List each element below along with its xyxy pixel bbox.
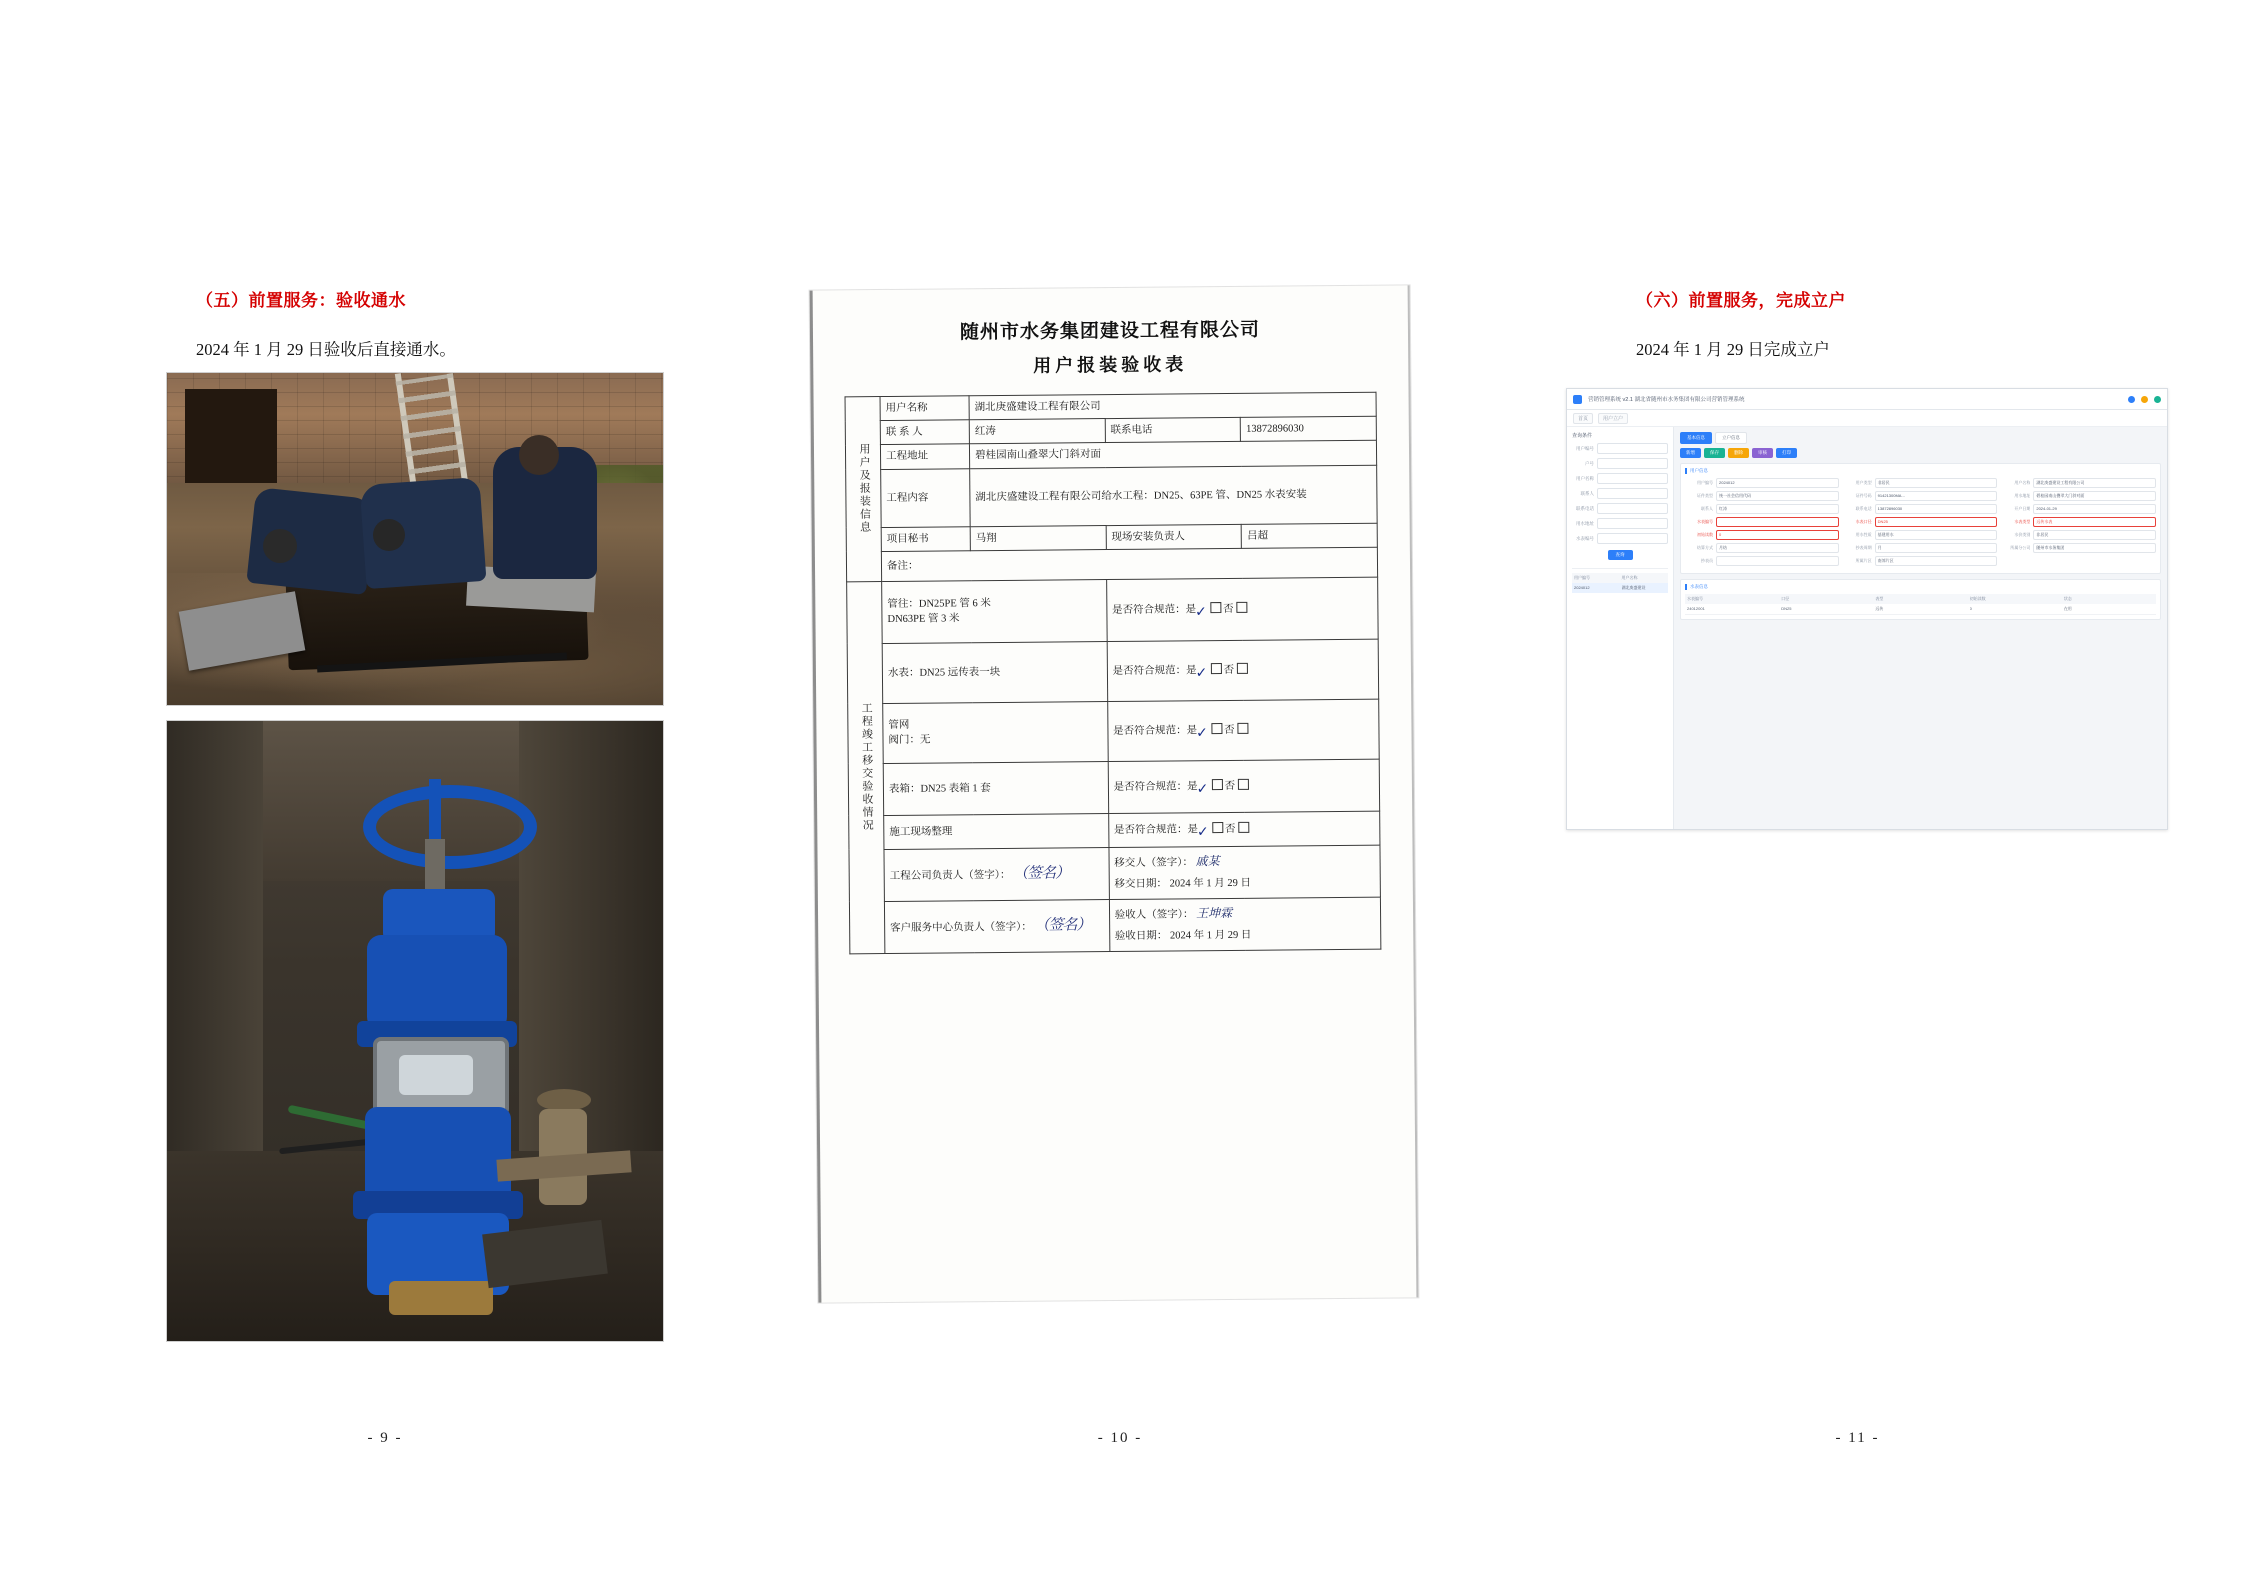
page-11 bbox=[1470, 0, 2245, 1587]
acceptor-date: 2024 年 1 月 29 日 bbox=[1169, 930, 1252, 942]
table-row bbox=[848, 699, 1380, 764]
search-input-address[interactable] bbox=[1597, 518, 1668, 529]
field-id-type bbox=[1685, 491, 1839, 501]
acceptor-label: 验收人（签字）： bbox=[1114, 909, 1194, 922]
handover-cell bbox=[1109, 845, 1381, 899]
row-value-content: 湖北庆盛建设工程有限公司给水工程：DN25、63PE 管、DN25 水表安装 bbox=[970, 465, 1377, 527]
acceptance-no-label-pipe: 否 bbox=[1223, 603, 1234, 615]
checkbox-yes[interactable] bbox=[1212, 822, 1223, 833]
checkbox-yes[interactable] bbox=[1211, 723, 1222, 734]
page-number-9: - 9 - bbox=[367, 1430, 403, 1446]
field-contact bbox=[1685, 504, 1839, 514]
search-result-user-name: 湖北庚盛建设 bbox=[1621, 585, 1646, 590]
audit-button[interactable]: 审核 bbox=[1752, 448, 1773, 458]
search-field-meter-no bbox=[1572, 533, 1668, 544]
save-button[interactable]: 保存 bbox=[1704, 448, 1725, 458]
search-results-col-user-name: 用户名称 bbox=[1621, 575, 1638, 580]
acceptance-question-pipe: 是否符合规范：是 bbox=[1112, 604, 1197, 616]
field-meter-no bbox=[1685, 517, 1839, 527]
print-button[interactable]: 打印 bbox=[1776, 448, 1797, 458]
field-branch bbox=[2002, 543, 2156, 553]
app-window-title: 营销管理系统 v2.1 湖北省随州市水务集团有限公司营销管理系统 bbox=[1588, 397, 1745, 403]
breadcrumb-item-open-account[interactable]: 用户立户 bbox=[1598, 413, 1628, 424]
tab-basic-info[interactable]: 基本信息 bbox=[1680, 432, 1712, 444]
acceptor-date-label: 验收日期： bbox=[1114, 930, 1168, 943]
acceptance-question-box: 是否符合规范：是 bbox=[1113, 781, 1198, 793]
signature-service-center-value: （签名） bbox=[1034, 916, 1091, 934]
acceptance-no-label-box: 否 bbox=[1224, 780, 1236, 792]
field-value-reading-cycle[interactable]: 月 bbox=[1875, 543, 1998, 553]
field-water-usage bbox=[1844, 530, 1998, 540]
acceptance-item-valve: 管网 阀门：无 bbox=[883, 701, 1108, 763]
table-row bbox=[848, 759, 1379, 816]
user-info-card-title: 用户信息 bbox=[1685, 468, 2156, 474]
page-number-11: - 11 - bbox=[1835, 1430, 1880, 1446]
acceptance-check-meter bbox=[1107, 639, 1379, 701]
acceptance-no-label-site: 否 bbox=[1224, 823, 1236, 835]
section-title-6: （六）前置服务，完成立户 bbox=[1636, 291, 1846, 310]
row-label-secretary: 项目秘书 bbox=[881, 526, 970, 551]
field-label-user-no: 用户编号 bbox=[1697, 480, 1713, 485]
photo-valve-body-middle bbox=[365, 1107, 511, 1203]
acceptance-no-label-valve: 否 bbox=[1224, 724, 1235, 736]
side-label-acceptance: 工程竣工移交验收情况 bbox=[847, 581, 885, 953]
user-info-card bbox=[1680, 463, 2161, 574]
meter-cell-type: 远传 bbox=[1875, 606, 1884, 611]
checkbox-no[interactable] bbox=[1238, 822, 1249, 833]
meter-col-status: 状态 bbox=[2063, 596, 2072, 601]
field-value-contact[interactable]: 红涛 bbox=[1716, 504, 1839, 514]
detail-tabs bbox=[1680, 432, 2161, 444]
field-label-meter-type: 水表类型 bbox=[2014, 519, 2031, 524]
field-value-district[interactable]: 南郊片区 bbox=[1875, 556, 1998, 566]
row-label-content: 工程内容 bbox=[881, 468, 971, 527]
search-input-contact[interactable] bbox=[1597, 488, 1668, 499]
field-value-id-number[interactable]: 91421300MA... bbox=[1875, 491, 1998, 501]
form-row bbox=[1685, 504, 2156, 514]
signature-service-center-label: 客户服务中心负责人（签字）： bbox=[890, 921, 1032, 934]
field-value-initial-reading[interactable]: 0 bbox=[1716, 530, 1839, 540]
meter-col-size: 口径 bbox=[1781, 596, 1790, 601]
photo-water-meter-dial bbox=[399, 1055, 473, 1095]
table-row bbox=[847, 639, 1379, 704]
form-row bbox=[1685, 478, 2156, 488]
signature-engineering bbox=[884, 847, 1109, 901]
search-field-contact bbox=[1572, 488, 1668, 499]
row-value-contact: 红涛 bbox=[969, 419, 1105, 444]
field-value-settlement[interactable]: 月结 bbox=[1716, 543, 1839, 553]
field-label-address: 用水地址 bbox=[2014, 493, 2031, 498]
row-label-contact: 联 系 人 bbox=[880, 420, 969, 445]
field-meter-reader bbox=[1685, 556, 1839, 566]
acceptance-question-valve: 是否符合规范：是 bbox=[1113, 725, 1198, 737]
row-label-site-manager: 现场安装负责人 bbox=[1106, 524, 1242, 549]
checkbox-yes[interactable] bbox=[1210, 602, 1221, 613]
field-meter-type bbox=[2002, 517, 2156, 527]
meter-cell-reading: 0 bbox=[1969, 606, 1972, 611]
field-value-address[interactable]: 碧桂园南山叠翠大门斜对面 bbox=[2033, 491, 2156, 501]
field-label-initial-reading: 初始读数 bbox=[1697, 532, 1713, 537]
table-row bbox=[847, 577, 1379, 644]
search-results-col-user-no: 用户编号 bbox=[1574, 575, 1590, 580]
form-row bbox=[1685, 530, 2156, 540]
acceptor-cell bbox=[1109, 897, 1381, 951]
search-label-user-no: 用户编号 bbox=[1576, 445, 1594, 451]
acceptance-question-site: 是否符合规范：是 bbox=[1113, 824, 1199, 836]
field-district bbox=[1844, 556, 1998, 566]
acceptance-item-box: 表箱：DN25 表箱 1 套 bbox=[883, 761, 1108, 815]
field-value-id-type[interactable]: 统一社会信用代码 bbox=[1716, 491, 1839, 501]
field-label-id-type: 证件类型 bbox=[1697, 493, 1713, 498]
photo-valve-handwheel bbox=[363, 785, 537, 869]
field-label-user-name: 用户名称 bbox=[2014, 480, 2031, 485]
field-value-meter-no[interactable] bbox=[1716, 517, 1839, 527]
meter-col-reading: 初始读数 bbox=[1969, 596, 1986, 601]
section-title-5: （五）前置服务：验收通水 bbox=[196, 291, 406, 310]
meter-col-no: 水表编号 bbox=[1687, 596, 1703, 601]
acceptance-form-table bbox=[845, 392, 1382, 954]
form-subtitle: 用户报装验收表 bbox=[1033, 354, 1188, 376]
field-price-category bbox=[2002, 530, 2156, 540]
meter-cell-status: 在用 bbox=[2063, 606, 2072, 611]
form-row bbox=[1685, 517, 2156, 527]
search-input-user-no[interactable] bbox=[1597, 443, 1668, 454]
table-row bbox=[846, 465, 1377, 528]
field-label-id-number: 证件号码 bbox=[1855, 493, 1872, 498]
acceptance-check-site bbox=[1108, 811, 1380, 847]
checkbox-no[interactable] bbox=[1238, 723, 1249, 734]
field-value-meter-type[interactable]: 远传水表 bbox=[2033, 517, 2156, 527]
page-9 bbox=[0, 0, 770, 1587]
field-address bbox=[2002, 491, 2156, 501]
field-value-branch[interactable]: 随州市水务集团 bbox=[2033, 543, 2156, 553]
section-note-6: 2024 年 1 月 29 日完成立户 bbox=[1636, 340, 1830, 359]
search-input-phone[interactable] bbox=[1597, 503, 1668, 514]
search-field-user-name bbox=[1572, 473, 1668, 484]
side-label-user-info: 用户及报装信息 bbox=[845, 397, 882, 582]
field-value-open-date[interactable]: 2024-01-29 bbox=[2033, 504, 2156, 514]
form-row bbox=[1685, 491, 2156, 501]
table-row bbox=[849, 897, 1380, 954]
search-input-user-name[interactable] bbox=[1597, 473, 1668, 484]
field-value-meter-reader[interactable] bbox=[1716, 556, 1839, 566]
field-spacer bbox=[2002, 556, 2156, 566]
row-label-user-name: 用户名称 bbox=[880, 396, 969, 421]
field-label-meter-size: 水表口径 bbox=[1855, 519, 1872, 524]
table-row bbox=[846, 547, 1377, 582]
search-results-header bbox=[1572, 573, 1668, 583]
acceptance-question-meter: 是否符合规范：是 bbox=[1112, 665, 1197, 677]
acceptance-item-meter: 水表：DN25 远传表一块 bbox=[882, 641, 1107, 703]
table-row bbox=[849, 811, 1380, 850]
search-label-meter-no: 水表编号 bbox=[1576, 535, 1594, 541]
field-label-settlement: 结算方式 bbox=[1697, 545, 1713, 550]
field-label-price-category: 水价类别 bbox=[2014, 532, 2031, 537]
handover-signature: 戚某 bbox=[1195, 854, 1220, 869]
search-button-row bbox=[1572, 550, 1668, 560]
field-label-phone: 联系电话 bbox=[1855, 506, 1872, 511]
search-label-account-no: 户号 bbox=[1585, 460, 1594, 466]
field-id-number bbox=[1844, 491, 1998, 501]
table-row[interactable] bbox=[1685, 604, 2156, 615]
signature-engineering-label: 工程公司负责人（签字）： bbox=[889, 869, 1011, 882]
field-label-water-usage: 用水性质 bbox=[1855, 532, 1872, 537]
field-user-no bbox=[1685, 478, 1839, 488]
field-value-user-name[interactable]: 湖北庚盛建设工程有限公司 bbox=[2033, 478, 2156, 488]
photo-worker-2-head bbox=[373, 519, 405, 551]
search-button[interactable]: 查询 bbox=[1608, 550, 1633, 560]
field-label-meter-reader: 抄表员 bbox=[1701, 558, 1713, 563]
row-value-user-name: 湖北庚盛建设工程有限公司 bbox=[969, 392, 1376, 420]
photo-worker-3-head bbox=[519, 435, 559, 475]
field-value-price-category[interactable]: 非居民 bbox=[2033, 530, 2156, 540]
detail-panel bbox=[1674, 427, 2167, 830]
logout-icon[interactable] bbox=[2154, 396, 2161, 403]
search-label-user-name: 用户名称 bbox=[1576, 475, 1594, 481]
field-label-branch: 所属分公司 bbox=[2010, 545, 2031, 550]
meter-table-header bbox=[1685, 594, 2156, 604]
search-panel bbox=[1567, 427, 1674, 830]
meter-cell-size: DN25 bbox=[1781, 606, 1792, 611]
detail-toolbar bbox=[1680, 448, 2161, 458]
row-value-phone: 13872896030 bbox=[1241, 416, 1377, 441]
acceptor-signature: 王坤霖 bbox=[1196, 906, 1233, 921]
add-button[interactable]: 新增 bbox=[1680, 448, 1701, 458]
delete-button[interactable]: 删除 bbox=[1728, 448, 1749, 458]
acceptance-no-label-meter: 否 bbox=[1223, 664, 1235, 676]
field-label-reading-cycle: 抄表周期 bbox=[1855, 545, 1872, 550]
field-label-contact: 联系人 bbox=[1701, 506, 1713, 511]
search-input-account-no[interactable] bbox=[1597, 458, 1668, 469]
list-item[interactable] bbox=[1572, 583, 1668, 593]
row-value-secretary: 马翔 bbox=[970, 525, 1106, 550]
field-open-date bbox=[2002, 504, 2156, 514]
search-field-account-no bbox=[1572, 458, 1668, 469]
scanned-acceptance-form bbox=[810, 285, 1419, 1302]
photo-brass-fitting bbox=[389, 1281, 493, 1315]
form-row bbox=[1685, 543, 2156, 553]
message-icon[interactable] bbox=[2141, 396, 2148, 403]
signature-service-center bbox=[884, 899, 1109, 953]
checkbox-no[interactable] bbox=[1236, 602, 1247, 613]
acceptance-check-valve bbox=[1107, 699, 1379, 761]
app-logo-icon bbox=[1573, 395, 1582, 404]
search-field-phone bbox=[1572, 503, 1668, 514]
scan-edge-left bbox=[810, 291, 822, 1303]
field-initial-reading bbox=[1685, 530, 1839, 540]
field-meter-size bbox=[1844, 517, 1998, 527]
scan-edge-right bbox=[1408, 285, 1419, 1297]
photo-small-valve-wheel bbox=[537, 1089, 591, 1111]
app-body bbox=[1567, 427, 2167, 830]
acceptance-item-site: 施工现场整理 bbox=[884, 813, 1109, 849]
field-value-user-no[interactable]: 2024012 bbox=[1716, 478, 1839, 488]
breadcrumb-item-home[interactable]: 首页 bbox=[1573, 413, 1593, 424]
field-user-name bbox=[2002, 478, 2156, 488]
user-avatar-icon[interactable] bbox=[2128, 396, 2135, 403]
page-number-10: - 10 - bbox=[1097, 1430, 1143, 1446]
field-value-phone[interactable]: 13872896030 bbox=[1875, 504, 1998, 514]
search-panel-title: 查询条件 bbox=[1572, 433, 1593, 439]
field-label-meter-no: 水表编号 bbox=[1697, 519, 1713, 524]
row-label-phone: 联系电话 bbox=[1105, 418, 1241, 443]
signature-engineering-value: （签名） bbox=[1012, 864, 1070, 882]
field-user-type bbox=[1844, 478, 1998, 488]
meter-cell-no: 24012001 bbox=[1687, 606, 1705, 611]
checkbox-no[interactable] bbox=[1237, 663, 1248, 674]
checkbox-yes[interactable] bbox=[1212, 779, 1223, 790]
meter-info-card bbox=[1680, 579, 2161, 620]
row-value-address: 碧桂园南山叠翠大门斜对面 bbox=[969, 441, 1376, 469]
row-value-site-manager: 吕超 bbox=[1241, 523, 1377, 548]
handover-date-label: 移交日期： bbox=[1114, 878, 1167, 891]
field-label-user-type: 用户类型 bbox=[1855, 480, 1872, 485]
field-value-user-type[interactable]: 非居民 bbox=[1875, 478, 1998, 488]
acceptance-check-box bbox=[1108, 759, 1380, 813]
field-reading-cycle bbox=[1844, 543, 1998, 553]
field-label-open-date: 开户日期 bbox=[2014, 506, 2031, 511]
breadcrumb bbox=[1567, 410, 2167, 427]
meter-col-type: 表型 bbox=[1875, 596, 1884, 601]
form-row bbox=[1685, 556, 2156, 566]
search-field-address bbox=[1572, 518, 1668, 529]
table-row bbox=[849, 845, 1380, 902]
screenshot-marketing-system bbox=[1566, 388, 2168, 830]
acceptance-item-pipe: 管往：DN25PE 管 6 米 DN63PE 管 3 米 bbox=[882, 579, 1107, 643]
field-phone bbox=[1844, 504, 1998, 514]
photo-valve-pit bbox=[166, 720, 664, 1342]
row-label-remark: 备注： bbox=[881, 547, 1377, 581]
search-label-contact: 联系人 bbox=[1580, 490, 1594, 496]
search-input-meter-no[interactable] bbox=[1597, 533, 1668, 544]
page-10 bbox=[770, 0, 1470, 1587]
app-titlebar bbox=[1567, 389, 2167, 410]
search-field-user-no bbox=[1572, 443, 1668, 454]
search-results bbox=[1572, 568, 1668, 593]
search-label-phone: 联系电话 bbox=[1576, 505, 1594, 511]
photo-worker-1-head bbox=[263, 529, 297, 563]
field-label-district: 所属片区 bbox=[1855, 558, 1872, 563]
field-settlement bbox=[1685, 543, 1839, 553]
tab-account-info[interactable]: 立户信息 bbox=[1715, 432, 1747, 444]
photo-trench-work bbox=[166, 372, 664, 706]
handover-date: 2024 年 1 月 29 日 bbox=[1169, 878, 1251, 890]
search-label-address: 用水地址 bbox=[1576, 520, 1594, 526]
section-note-5: 2024 年 1 月 29 日验收后直接通水。 bbox=[196, 340, 456, 359]
checkbox-yes[interactable] bbox=[1211, 663, 1222, 674]
photo-doorway bbox=[185, 389, 277, 491]
row-label-address: 工程地址 bbox=[880, 444, 969, 469]
photo-valve-body-upper bbox=[367, 935, 507, 1031]
meter-info-card-title: 水表信息 bbox=[1685, 584, 2156, 590]
form-title: 随州市水务集团建设工程有限公司 bbox=[959, 319, 1261, 344]
handover-label: 移交人（签字）： bbox=[1114, 857, 1194, 870]
acceptance-check-pipe bbox=[1106, 577, 1378, 641]
field-value-meter-size[interactable]: DN25 bbox=[1875, 517, 1998, 527]
search-result-user-no: 2024012 bbox=[1574, 585, 1590, 590]
field-value-water-usage[interactable]: 基建用水 bbox=[1875, 530, 1998, 540]
checkbox-no[interactable] bbox=[1238, 779, 1249, 790]
